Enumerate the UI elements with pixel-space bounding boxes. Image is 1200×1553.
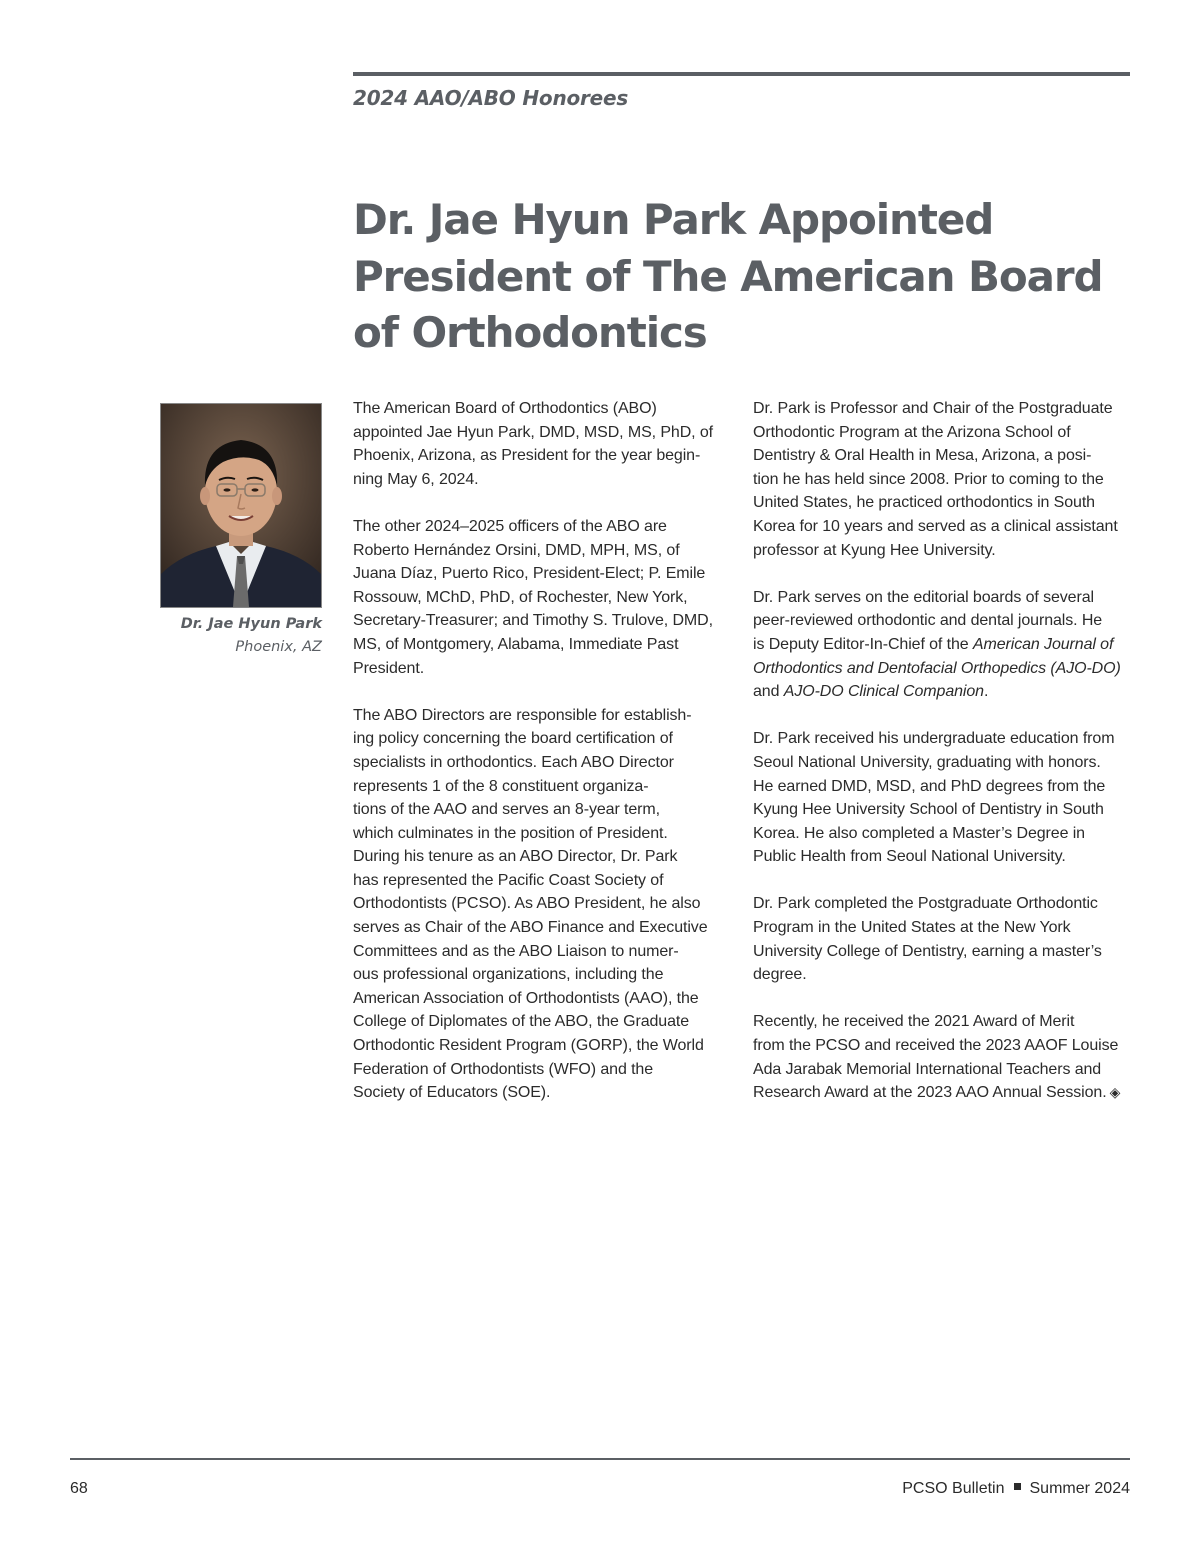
footer-publication [902,1480,1130,1498]
text-line: President. [353,659,425,677]
text-line: Orthodontists (PCSO). As ABO President, he also [353,895,701,913]
text-run: Research Award at the 2023 AAO Annual Session. [753,1084,1107,1102]
text-line: specialists in orthodontics. Each ABO Director [353,753,674,771]
text-line: Ada Jarabak Memorial International Teachers and [753,1060,1102,1078]
bottom-rule [70,1458,1130,1460]
text-line: Public Health from Seoul National University. [753,848,1066,866]
caption-name: Dr. Jae Hyun Park [180,616,322,632]
text-line: Korea. He also completed a Master’s Degree in [753,824,1085,842]
text-line: Program in the United States at the New York [753,919,1071,937]
text-line [753,680,1138,704]
text-line: Phoenix, Arizona, as President for the year begin- [353,447,701,465]
paragraph [353,397,728,491]
paragraph [353,515,728,680]
text-line: peer-reviewed orthodontic and dental journals. He [753,612,1103,630]
text-line: Roberto Hernández Orsini, DMD, MPH, MS, of [353,541,680,559]
left-column [353,397,728,1128]
text-line: Society of Educators (SOE). [353,1084,551,1102]
journal-title: American Journal of [972,635,1114,653]
paragraph [753,586,1138,704]
paragraph [353,704,728,1105]
text-run: . [984,683,989,701]
text-line: Federation of Orthodontists (WFO) and the [353,1060,654,1078]
portrait-illustration [161,404,321,607]
text-line: represents 1 of the 8 constituent organiza- [353,777,649,795]
text-line: ning May 6, 2024. [353,470,479,488]
text-run: is Deputy Editor-In-Chief of the [753,635,973,653]
text-line: Dr. Park is Professor and Chair of the Postgraduate [753,400,1113,417]
text-line: University College of Dentistry, earning a master’s [753,942,1102,960]
paragraph [753,397,1138,562]
text-line: Dentistry & Oral Health in Mesa, Arizona, a posi- [753,447,1092,465]
text-line: American Association of Orthodontists (AAO), the [353,989,699,1007]
paragraph [753,1010,1138,1104]
journal-title: Orthodontics and Dentofacial Orthopedics (AJO-DO) [753,659,1121,677]
text-line: MS, of Montgomery, Alabama, Immediate Past [353,635,679,653]
text-line: tion he has held since 2008. Prior to coming to the [753,470,1104,488]
text-line: He earned DMD, MSD, and PhD degrees from the [753,777,1106,795]
text-line: During his tenure as an ABO Director, Dr. Park [353,848,678,866]
article-title-line: President of The American Board [353,251,1103,301]
text-line [753,1081,1138,1105]
text-line [753,657,1138,681]
text-line: Orthodontic Resident Program (GORP), the World [353,1037,704,1055]
article-title-line: of Orthodontics [353,308,707,357]
text-line: The ABO Directors are responsible for establish- [353,706,692,724]
text-run: and [753,683,784,701]
text-line [753,633,1138,657]
section-label: 2024 AAO/ABO Honorees [353,86,629,110]
paragraph [753,892,1138,986]
text-line: Dr. Park serves on the editorial boards of several [753,588,1094,606]
text-line: tions of the AAO and serves an 8-year term, [353,801,660,819]
text-line: Korea for 10 years and served as a clinical assistant [753,517,1118,535]
journal-title: AJO-DO Clinical Companion [783,683,984,701]
article-title-line: Dr. Jae Hyun Park Appointed [353,195,994,244]
portrait-photo [160,403,322,608]
issue-date: Summer 2024 [1029,1480,1130,1497]
right-column [753,397,1138,1128]
text-line: Kyung Hee University School of Dentistry in South [753,801,1104,819]
text-line: College of Diplomates of the ABO, the Graduate [353,1013,690,1031]
caption-location: Phoenix, AZ [235,639,322,655]
text-line: Secretary-Treasurer; and Timothy S. Trulove, DMD, [353,612,713,630]
end-mark-icon: ◈ [1109,1084,1121,1101]
text-line: Orthodontic Program at the Arizona School of [753,423,1071,441]
text-line: serves as Chair of the ABO Finance and Executive [353,919,708,937]
text-line: Dr. Park completed the Postgraduate Orthodontic [753,895,1098,913]
text-line: appointed Jae Hyun Park, DMD, MSD, MS, PhD, of [353,423,713,441]
text-line: from the PCSO and received the 2023 AAOF Louise [753,1037,1119,1055]
photo-caption [120,613,322,659]
text-line: Seoul National University, graduating with honors. [753,753,1101,771]
paragraph [753,727,1138,869]
separator-square-icon [1014,1483,1021,1490]
text-line: has represented the Pacific Coast Society of [353,871,664,889]
text-line: which culminates in the position of President. [353,824,668,842]
page-number: 68 [70,1480,88,1497]
text-line: The American Board of Orthodontics (ABO) [353,400,657,417]
text-line: Dr. Park received his undergraduate education from [753,730,1115,748]
text-line: professor at Kyung Hee University. [753,541,996,559]
text-line: ous professional organizations, including the [353,966,664,984]
text-line: ing policy concerning the board certification of [353,730,673,748]
text-line: The other 2024–2025 officers of the ABO are [353,517,667,535]
top-rule [353,72,1130,76]
text-line: Committees and as the ABO Liaison to numer- [353,942,679,960]
publication-name: PCSO Bulletin [902,1480,1005,1497]
text-line: Rossouw, MChD, PhD, of Rochester, New York, [353,588,688,606]
text-line: United States, he practiced orthodontics in South [753,494,1095,512]
article-title [353,192,1143,362]
text-line: Recently, he received the 2021 Award of Merit [753,1013,1075,1031]
text-line: Juana Díaz, Puerto Rico, President-Elect; P. Emile [353,565,706,583]
text-line: degree. [753,966,807,984]
